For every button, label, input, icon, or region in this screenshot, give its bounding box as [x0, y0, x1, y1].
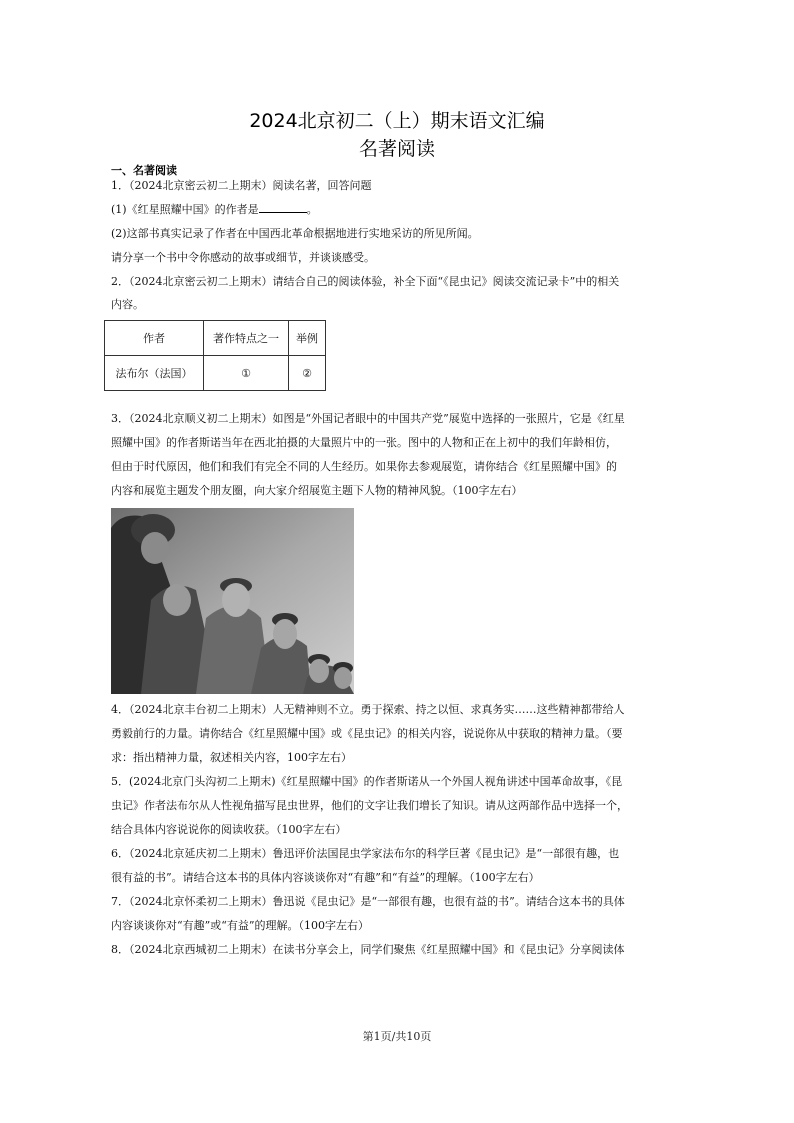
q3-line-4: 内容和展览主题发个朋友圈，向大家介绍展览主题下人物的精神风貌。（100字左右）	[111, 484, 523, 497]
q1-line-1: 1．（2024北京密云初二上期末）阅读名著，回答问题	[111, 179, 372, 192]
historical-photo	[111, 508, 354, 694]
table-row	[105, 356, 326, 391]
q4-line-2: 勇毅前行的力量。请你结合《红星照耀中国》或《昆虫记》的相关内容，说说你从中获取的精神力量。（要	[111, 727, 623, 740]
q1-line-2-text: (1)《红星照耀中国》的作者是	[111, 203, 259, 216]
q4-line-1: 4．（2024北京丰台初二上期末）人无精神则不立。勇于探索、持之以恒、求真务实……这些精神都带给人	[111, 703, 625, 716]
q3-line-1: 3．（2024北京顺义初二上期末）如图是“外国记者眼中的中国共产党”展览中选择的一张照片，它是《红星	[111, 412, 625, 425]
q3-line-3: 但由于时代原因，他们和我们有完全不同的人生经历。如果你去参观展览，请你结合《红星照耀中国》的	[111, 460, 617, 473]
cell-example[interactable]: ②	[289, 356, 326, 391]
q1-line-4: 请分享一个书中令你感动的故事或细节，并谈谈感受。	[111, 251, 375, 264]
q2-line-1: 2．（2024北京密云初二上期末）请结合自己的阅读体验，补全下面“《昆虫记》阅读交流记录卡”中的相关	[111, 275, 620, 288]
q5-line-1: 5．(2024北京门头沟初二上期末)《红星照耀中国》的作者斯诺从一个外国人视角讲述中国革命故事，《昆	[111, 775, 623, 788]
q3-line-2: 照耀中国》的作者斯诺当年在西北拍摄的大量照片中的一张。图中的人物和正在上初中的我们年龄相仿，	[111, 436, 617, 449]
q7-line-1: 7．（2024北京怀柔初二上期末）鲁迅说《昆虫记》是“一部很有趣，也很有益的书”。请结合这本书的具体	[111, 895, 625, 908]
page-number: 第1页/共10页	[362, 1030, 432, 1043]
q1-line-2	[111, 202, 701, 217]
page-subtitle: 名著阅读	[358, 138, 435, 160]
q5-line-2: 虫记》作者法布尔从人性视角描写昆虫世界，他们的文字让我们增长了知识。请从这两部作品中选择一个，	[111, 799, 628, 812]
q2-line-2: 内容。	[111, 298, 144, 311]
page-title: 2024北京初二（上）期末语文汇编	[249, 110, 545, 132]
header-author: 作者	[105, 321, 204, 356]
reading-record-card-table	[104, 320, 326, 391]
header-example: 举例	[289, 321, 326, 356]
q5-line-3: 结合具体内容说说你的阅读收获。（100字左右）	[111, 823, 347, 836]
q6-line-1: 6．（2024北京延庆初二上期末）鲁迅评价法国昆虫学家法布尔的科学巨著《昆虫记》是“一部很有趣，也	[111, 847, 620, 860]
answer-blank[interactable]	[259, 202, 307, 213]
q8-line-1: 8．（2024北京西城初二上期末）在读书分享会上，同学们聚焦《红星照耀中国》和《昆虫记》分享阅读体	[111, 943, 625, 956]
q1-line-3: (2)这部书真实记录了作者在中国西北革命根据地进行实地采访的所见所闻。	[111, 227, 479, 240]
header-feature: 著作特点之一	[204, 321, 289, 356]
q7-line-2: 内容谈谈你对“有趣”或“有益”的理解。（100字左右）	[111, 919, 369, 932]
photo-illustration	[111, 508, 354, 694]
q4-line-3: 求：指出精神力量，叙述相关内容，100字左右）	[111, 751, 352, 764]
q6-line-2: 很有益的书”。请结合这本书的具体内容谈谈你对“有趣”和“有益”的理解。（100字左右）	[111, 871, 540, 884]
section-heading: 一、名著阅读	[111, 164, 177, 177]
q1-line-2-end: 。	[306, 203, 318, 216]
table-header-row	[105, 321, 326, 356]
cell-feature[interactable]: ①	[204, 356, 289, 391]
cell-author: 法布尔（法国）	[105, 356, 204, 391]
